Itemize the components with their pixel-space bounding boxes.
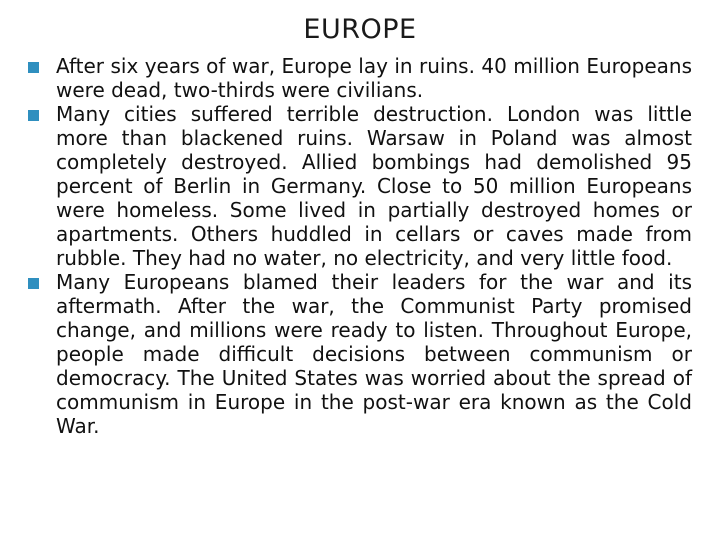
square-bullet-icon bbox=[28, 110, 39, 121]
bullet-item bbox=[28, 270, 692, 438]
bullet-text: Many Europeans blamed their leaders for the war and its aftermath. After the war, the Communist Party promised change, and millions were ready to listen. Throughout Europe, people made difficult decisions between communism or democracy. The United States was worried about the spread of communism in Europe in the post-war era known as the Cold War. bbox=[56, 270, 692, 438]
bullet-item bbox=[28, 102, 692, 270]
bullet-text: Many cities suffered terrible destruction. London was little more than blackened ruins. Warsaw in Poland was almost completely destroyed. Allied bombings had demolished 95 percent of Berlin in Germany. Close to 50 million Europeans were homeless. Some lived in partially destroyed homes or apartments. Others huddled in cellars or caves made from rubble. They had no water, no electricity, and very little food. bbox=[56, 102, 692, 270]
bullet-text: After six years of war, Europe lay in ruins. 40 million Europeans were dead, two-thirds were civilians. bbox=[56, 54, 692, 102]
bullet-list bbox=[28, 54, 692, 438]
square-bullet-icon bbox=[28, 62, 39, 73]
bullet-item bbox=[28, 54, 692, 102]
square-bullet-icon bbox=[28, 278, 39, 289]
slide-title: EUROPE bbox=[303, 14, 417, 45]
